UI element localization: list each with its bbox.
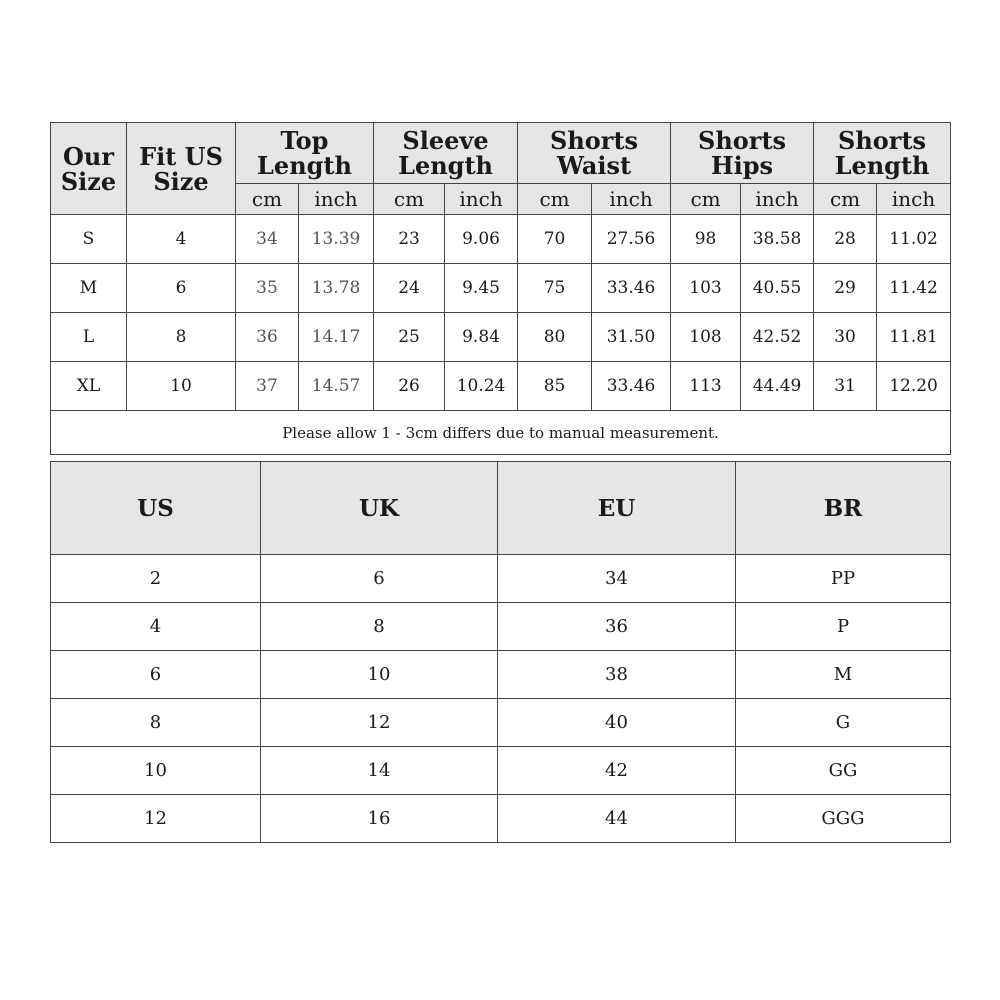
- size-cell: 26: [374, 362, 445, 411]
- unit-cell: inch: [299, 184, 374, 215]
- size-cell: 103: [671, 264, 741, 313]
- conversion-row: [51, 795, 951, 843]
- size-cell: 9.45: [445, 264, 518, 313]
- conversion-cell: 6: [51, 651, 261, 699]
- conversion-cell: 14: [261, 747, 498, 795]
- size-row: [51, 264, 951, 313]
- conversion-cell: 6: [261, 555, 498, 603]
- size-cell: 24: [374, 264, 445, 313]
- header-us: US: [51, 462, 261, 555]
- conversion-cell: 10: [51, 747, 261, 795]
- size-cell: 11.81: [877, 313, 951, 362]
- size-cell: 28: [814, 215, 877, 264]
- size-cell: 9.06: [445, 215, 518, 264]
- size-chart-table: [50, 122, 951, 455]
- conversion-cell: 40: [498, 699, 736, 747]
- header-br: BR: [736, 462, 951, 555]
- size-cell: 113: [671, 362, 741, 411]
- size-cell: 33.46: [592, 264, 671, 313]
- header-shorts-hips: Shorts Hips: [671, 123, 814, 184]
- size-cell: 80: [518, 313, 592, 362]
- conversion-cell: 10: [261, 651, 498, 699]
- header-sleeve-length: Sleeve Length: [374, 123, 518, 184]
- header-fit-us-size: Fit US Size: [127, 123, 236, 215]
- size-cell: 108: [671, 313, 741, 362]
- unit-cell: cm: [236, 184, 299, 215]
- conversion-cell: 42: [498, 747, 736, 795]
- unit-cell: cm: [518, 184, 592, 215]
- conversion-cell: 16: [261, 795, 498, 843]
- measurement-note: Please allow 1 - 3cm differs due to manual measurement.: [51, 411, 951, 455]
- conversion-cell: 8: [261, 603, 498, 651]
- size-cell: XL: [51, 362, 127, 411]
- header-our-size: Our Size: [51, 123, 127, 215]
- conversion-row: [51, 651, 951, 699]
- size-cell: 44.49: [741, 362, 814, 411]
- size-cell: 6: [127, 264, 236, 313]
- size-cell: 70: [518, 215, 592, 264]
- unit-cell: inch: [592, 184, 671, 215]
- size-cell: M: [51, 264, 127, 313]
- unit-cell: inch: [445, 184, 518, 215]
- size-cell: 14.57: [299, 362, 374, 411]
- size-cell: S: [51, 215, 127, 264]
- size-cell: 33.46: [592, 362, 671, 411]
- conversion-row: [51, 603, 951, 651]
- size-cell: 85: [518, 362, 592, 411]
- size-cell: 10: [127, 362, 236, 411]
- size-cell: 10.24: [445, 362, 518, 411]
- conversion-cell: 8: [51, 699, 261, 747]
- conversion-cell: PP: [736, 555, 951, 603]
- size-cell: 42.52: [741, 313, 814, 362]
- size-cell: 27.56: [592, 215, 671, 264]
- size-cell: 23: [374, 215, 445, 264]
- size-row: [51, 362, 951, 411]
- size-cell: 11.02: [877, 215, 951, 264]
- size-cell: 31.50: [592, 313, 671, 362]
- conversion-cell: GGG: [736, 795, 951, 843]
- size-cell: 37: [236, 362, 299, 411]
- header-eu: EU: [498, 462, 736, 555]
- conversion-cell: 4: [51, 603, 261, 651]
- size-cell: 25: [374, 313, 445, 362]
- size-cell: 8: [127, 313, 236, 362]
- size-cell: 13.78: [299, 264, 374, 313]
- conversion-cell: GG: [736, 747, 951, 795]
- size-cell: 12.20: [877, 362, 951, 411]
- header-top-length: Top Length: [236, 123, 374, 184]
- size-cell: 30: [814, 313, 877, 362]
- size-cell: 40.55: [741, 264, 814, 313]
- size-cell: L: [51, 313, 127, 362]
- size-cell: 4: [127, 215, 236, 264]
- header-uk: UK: [261, 462, 498, 555]
- size-cell: 11.42: [877, 264, 951, 313]
- size-cell: 34: [236, 215, 299, 264]
- size-cell: 14.17: [299, 313, 374, 362]
- size-row: [51, 215, 951, 264]
- conversion-cell: G: [736, 699, 951, 747]
- conversion-row: [51, 747, 951, 795]
- unit-cell: inch: [877, 184, 951, 215]
- unit-cell: cm: [671, 184, 741, 215]
- conversion-cell: 44: [498, 795, 736, 843]
- size-cell: 9.84: [445, 313, 518, 362]
- conversion-cell: M: [736, 651, 951, 699]
- size-cell: 31: [814, 362, 877, 411]
- unit-cell: cm: [814, 184, 877, 215]
- conversion-cell: 2: [51, 555, 261, 603]
- size-conversion-table: [50, 461, 951, 843]
- conversion-cell: 12: [51, 795, 261, 843]
- header-shorts-length: Shorts Length: [814, 123, 951, 184]
- unit-cell: inch: [741, 184, 814, 215]
- size-cell: 35: [236, 264, 299, 313]
- size-cell: 38.58: [741, 215, 814, 264]
- size-cell: 36: [236, 313, 299, 362]
- conversion-row: [51, 555, 951, 603]
- size-cell: 75: [518, 264, 592, 313]
- size-cell: 13.39: [299, 215, 374, 264]
- conversion-cell: 12: [261, 699, 498, 747]
- conversion-cell: 36: [498, 603, 736, 651]
- size-cell: 29: [814, 264, 877, 313]
- size-cell: 98: [671, 215, 741, 264]
- conversion-row: [51, 699, 951, 747]
- conversion-cell: 34: [498, 555, 736, 603]
- header-shorts-waist: Shorts Waist: [518, 123, 671, 184]
- conversion-cell: P: [736, 603, 951, 651]
- conversion-cell: 38: [498, 651, 736, 699]
- size-row: [51, 313, 951, 362]
- unit-cell: cm: [374, 184, 445, 215]
